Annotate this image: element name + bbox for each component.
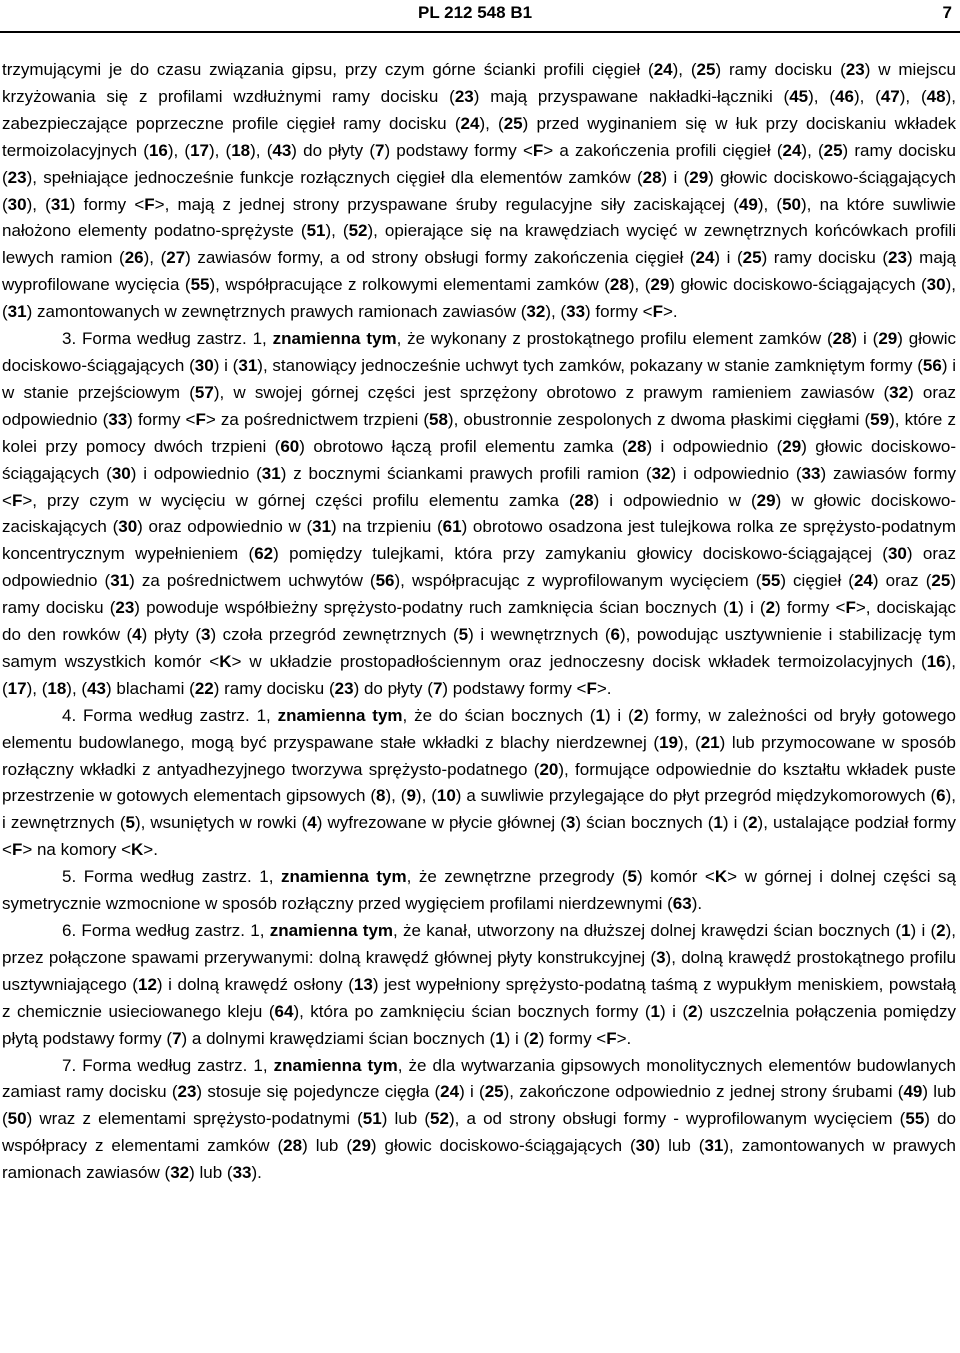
paragraph-continuation: trzymującymi je do czasu związania gipsu, przy czym górne ścianki profili cięgieł (24), (25) ramy docisku (23) w miejscu krzyżowania się z profilami wzdłużnymi ramy docisku (23) mają przyspawane nakładki-łączniki (45), (46), (47), (48), zabezpieczające poprzeczne profile cięgieł ramy docisku (24), (25) przed wyginaniem się w łuk przy dociskaniu wkładek termoizolacyjnych (16), (17), (18), (43) do płyty (7) podstawy formy <F> a zakończenia profili cięgieł (24), (25) ramy docisku (23), spełniające jednocześnie funkcje rozłącznych cięgieł dla elementów zamków (28) i (29) głowic dociskowo-ściągających (30), (31) formy <F>, mają z jednej strony przyspawane śruby regulacyjne siły zaciskającej (49), (50), na które suwliwie nałożono elementy podatno-sprężyste (51), (52), opierające się na krawędziach wycięć w zewnętrznych końcówkach profili lewych ramion (26), (27) zawiasów formy, a od strony obsługi formy zakończenia cięgieł (24) i (25) ramy docisku (23) mają wyprofilowane wycięcia (55), współpracujące z rolkowymi elementami zamków (28), (29) głowic dociskowo-ściągających (30), (31) zamontowanych w zewnętrznych prawych ramionach zawiasów (32), (33) formy <F>.: [2, 60, 957, 322]
document-body: [2, 57, 956, 1187]
claim-5: 5. Forma według zastrz. 1, znamienna tym, że zewnętrzne przegrody (5) komór <K> w górnej i dolnej części są symetrycznie wzmocnione w sposób rozłączny przed wygięciem profilami nierdzewnymi (63).: [2, 867, 956, 914]
page-header: [0, 0, 960, 26]
claim-6: 6. Forma według zastrz. 1, znamienna tym, że kanał, utworzony na dłuższej dolnej krawędzi ścian bocznych (1) i (2), przez połączone spawami przerywanymi: dolną krawędź głównej płyty konstrukcyjnej (3), dolną krawędź prostokątnego profilu usztywniającego (12) i dolną krawędź osłony (13) jest wypełniony sprężysto-podatną taśmą z wypukłym meniskiem, powstałą z chemicznie usieciowanego kleju (64), która po zamknięciu ścian bocznych formy (1) i (2) uszczelnia połączenia pomiędzy płytą podstawy formy (7) a dolnymi krawędziami ścian bocznych (1) i (2) formy <F>.: [2, 921, 957, 1048]
patent-number: PL 212 548 B1: [418, 3, 533, 22]
claim-7: 7. Forma według zastrz. 1, znamienna tym, że dla wytwarzania gipsowych monolitycznych elementów budowlanych zamiast ramy docisku (23) stosuje się pojedyncze cięgła (24) i (25), zakończone odpowiednio z jednej strony śrubami (49) lub (50) wraz z elementami sprężysto-podatnymi (51) lub (52), a od strony obsługi formy - wyprofilowanym wycięciem (55) do współpracy z elementami zamków (28) lub (29) głowic dociskowo-ściągających (30) lub (31), zamontowanych w prawych ramionach zawiasów (32) lub (33).: [2, 1055, 957, 1183]
claim-3: 3. Forma według zastrz. 1, znamienna tym, że wykonany z prostokątnego profilu element zamków (28) i (29) głowic dociskowo-ściągających (30) i (31), stanowiący jednocześnie uchwyt tych zamków, pokazany w stanie zamkniętym formy (56) i w stanie przejściowym (57), w swojej górnej części jest sprzężony obrotowo z prawym ramieniem zawiasów (32) oraz odpowiednio (33) formy <F> za pośrednictwem trzpieni (58), obustronnie zespolonych z dwoma płaskimi cięgłami (59), które z kolei przy pomocy dwóch trzpieni (60) obrotowo łączą profil elementu zamka (28) i odpowiednio (29) głowic dociskowo-ściągających (30) i odpowiednio (31) z bocznymi ściankami prawych profili ramion (32) i odpowiednio (33) zawiasów formy <F>, przy czym w wycięciu w górnej części profilu elementu zamka (28) i odpowiednio w (29) w głowic dociskowo-zaciskających (30) oraz odpowiednio w (31) na trzpieniu (61) obrotowo osadzona jest tulejkowa rolka ze sprężysto-podatnym koncentrycznym wypełnieniem (62) pomiędzy tulejkami, która przy zamykaniu głowicy dociskowo-ściągającej (30) oraz odpowiednio (31) za pośrednictwem uchwytów (56), współpracując z wyprofilowanym wycięciem (55) cięgieł (24) oraz (25) ramy docisku (23) powoduje współbieżny sprężysto-podatny ruch zamknięcia ścian bocznych (1) i (2) formy <F>, dociskając do den rowków (4) płyty (3) czoła przegród zewnętrznych (5) i wewnętrznych (6), powodując usztywnienie i stabilizację tym samym wszystkich komór <K> w układzie prostopadłościennym oraz jednoczesny docisk wkładek termoizolacyjnych (16), (17), (18), (43) blachami (22) ramy docisku (23) do płyty (7) podstawy formy <F>.: [2, 329, 957, 698]
claim-4: 4. Forma według zastrz. 1, znamienna tym, że do ścian bocznych (1) i (2) formy, w zależności od bryły gotowego elementu budowlanego, mogą być przyspawane stałe wkładki z blachy nierdzewnej (19), (21) lub przymocowane w sposób rozłączny wkładki z antyadhezyjnego tworzywa sprężysto-podatnego (20), formujące odpowiednie do kształtu wkładek puste przestrzenie w gotowych elementach gipsowych (8), (9), (10) a suwliwie przylegające do płyt przegród międzykomorowych (6), i zewnętrznych (5), wsuniętych w rowki (4) wyfrezowane w płycie głównej (3) ścian bocznych (1) i (2), ustalające podział formy <F> na komory <K>.: [2, 705, 957, 860]
page-number: 7: [942, 3, 952, 22]
header-rule: [0, 31, 960, 33]
